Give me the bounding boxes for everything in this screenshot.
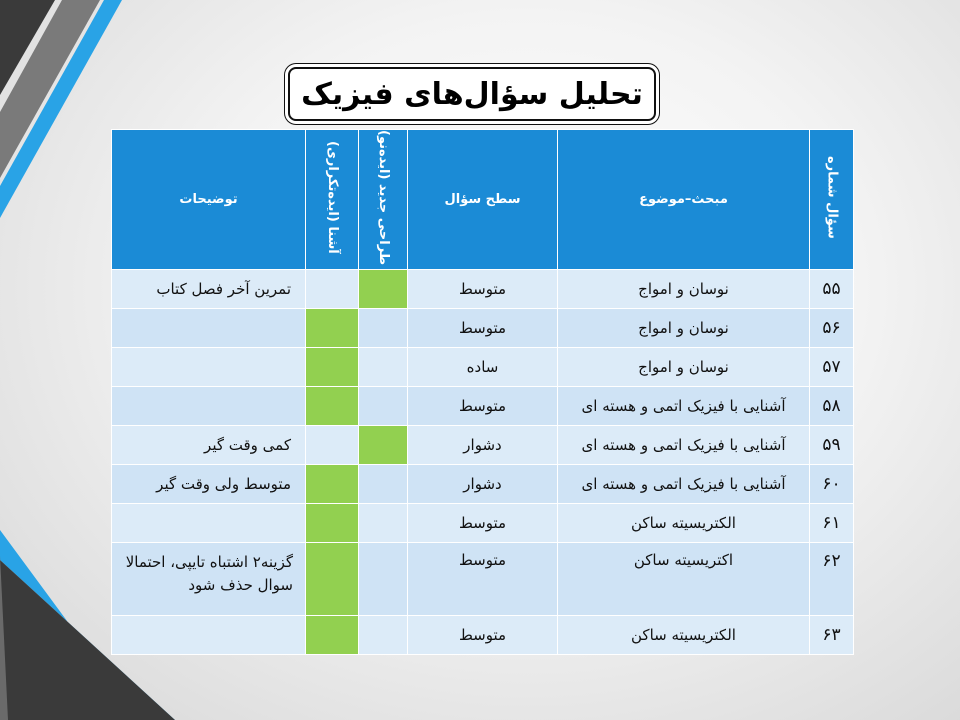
topic-cell: آشنایی با فیزیک اتمی و هسته ای	[558, 426, 810, 465]
title-box	[288, 67, 656, 121]
table-row	[112, 270, 854, 309]
level-cell: ساده	[408, 348, 558, 387]
familiar-marker	[306, 465, 359, 504]
familiar-marker	[306, 616, 359, 655]
topic-cell: الکتریسیته ساکن	[558, 616, 810, 655]
topic-cell: نوسان و امواج	[558, 309, 810, 348]
description-cell: کمی وقت گیر	[112, 426, 306, 465]
question-number-cell: ۵۸	[810, 387, 854, 426]
description-cell: متوسط ولی وقت گیر	[112, 465, 306, 504]
new-design-cell	[359, 309, 408, 348]
level-cell: دشوار	[408, 426, 558, 465]
description-cell	[112, 348, 306, 387]
new-design-marker	[359, 270, 408, 309]
familiar-cell	[306, 270, 359, 309]
question-number-cell: ۵۶	[810, 309, 854, 348]
new-design-cell	[359, 543, 408, 616]
level-cell: متوسط	[408, 543, 558, 616]
table-row	[112, 504, 854, 543]
question-number-cell: ۶۱	[810, 504, 854, 543]
header-question-number: سؤال شماره	[810, 130, 854, 270]
topic-cell: آشنایی با فیزیک اتمی و هسته ای	[558, 387, 810, 426]
level-cell: متوسط	[408, 309, 558, 348]
header-new-design: طراحی جدید (ایده‌نو)	[359, 130, 408, 270]
description-cell	[112, 387, 306, 426]
question-number-cell: ۶۰	[810, 465, 854, 504]
description-cell	[112, 309, 306, 348]
level-cell: متوسط	[408, 616, 558, 655]
new-design-marker	[359, 426, 408, 465]
familiar-marker	[306, 309, 359, 348]
table-row	[112, 543, 854, 616]
description-cell: تمرین آخر فصل کتاب	[112, 270, 306, 309]
familiar-marker	[306, 543, 359, 616]
table-header-row	[112, 130, 854, 270]
familiar-cell	[306, 426, 359, 465]
familiar-marker	[306, 387, 359, 426]
header-familiar: آشنا (ایده‌تکراری)	[306, 130, 359, 270]
table-row	[112, 387, 854, 426]
familiar-marker	[306, 348, 359, 387]
question-number-cell: ۵۵	[810, 270, 854, 309]
question-number-cell: ۶۳	[810, 616, 854, 655]
description-cell	[112, 616, 306, 655]
page-title: تحلیل سؤال‌های فیزیک	[301, 76, 643, 112]
table-row	[112, 309, 854, 348]
description-cell	[112, 504, 306, 543]
table-row	[112, 616, 854, 655]
header-level: سطح سؤال	[408, 130, 558, 270]
question-number-cell: ۶۲	[810, 543, 854, 616]
table-row	[112, 426, 854, 465]
topic-cell: آشنایی با فیزیک اتمی و هسته ای	[558, 465, 810, 504]
new-design-cell	[359, 387, 408, 426]
description-cell: گزینه۲ اشتباه تایپی، احتمالا سوال حذف شود	[112, 543, 306, 616]
topic-cell: الکتریسیته ساکن	[558, 504, 810, 543]
topic-cell: اکتریسیته ساکن	[558, 543, 810, 616]
new-design-cell	[359, 504, 408, 543]
topic-cell: نوسان و امواج	[558, 270, 810, 309]
table-row	[112, 348, 854, 387]
familiar-marker	[306, 504, 359, 543]
analysis-table	[111, 129, 854, 655]
table-row	[112, 465, 854, 504]
level-cell: متوسط	[408, 387, 558, 426]
level-cell: متوسط	[408, 270, 558, 309]
header-description: توضیحات	[112, 130, 306, 270]
header-topic: مبحث–موضوع	[558, 130, 810, 270]
new-design-cell	[359, 348, 408, 387]
question-number-cell: ۵۹	[810, 426, 854, 465]
topic-cell: نوسان و امواج	[558, 348, 810, 387]
new-design-cell	[359, 465, 408, 504]
question-number-cell: ۵۷	[810, 348, 854, 387]
level-cell: متوسط	[408, 504, 558, 543]
new-design-cell	[359, 616, 408, 655]
level-cell: دشوار	[408, 465, 558, 504]
